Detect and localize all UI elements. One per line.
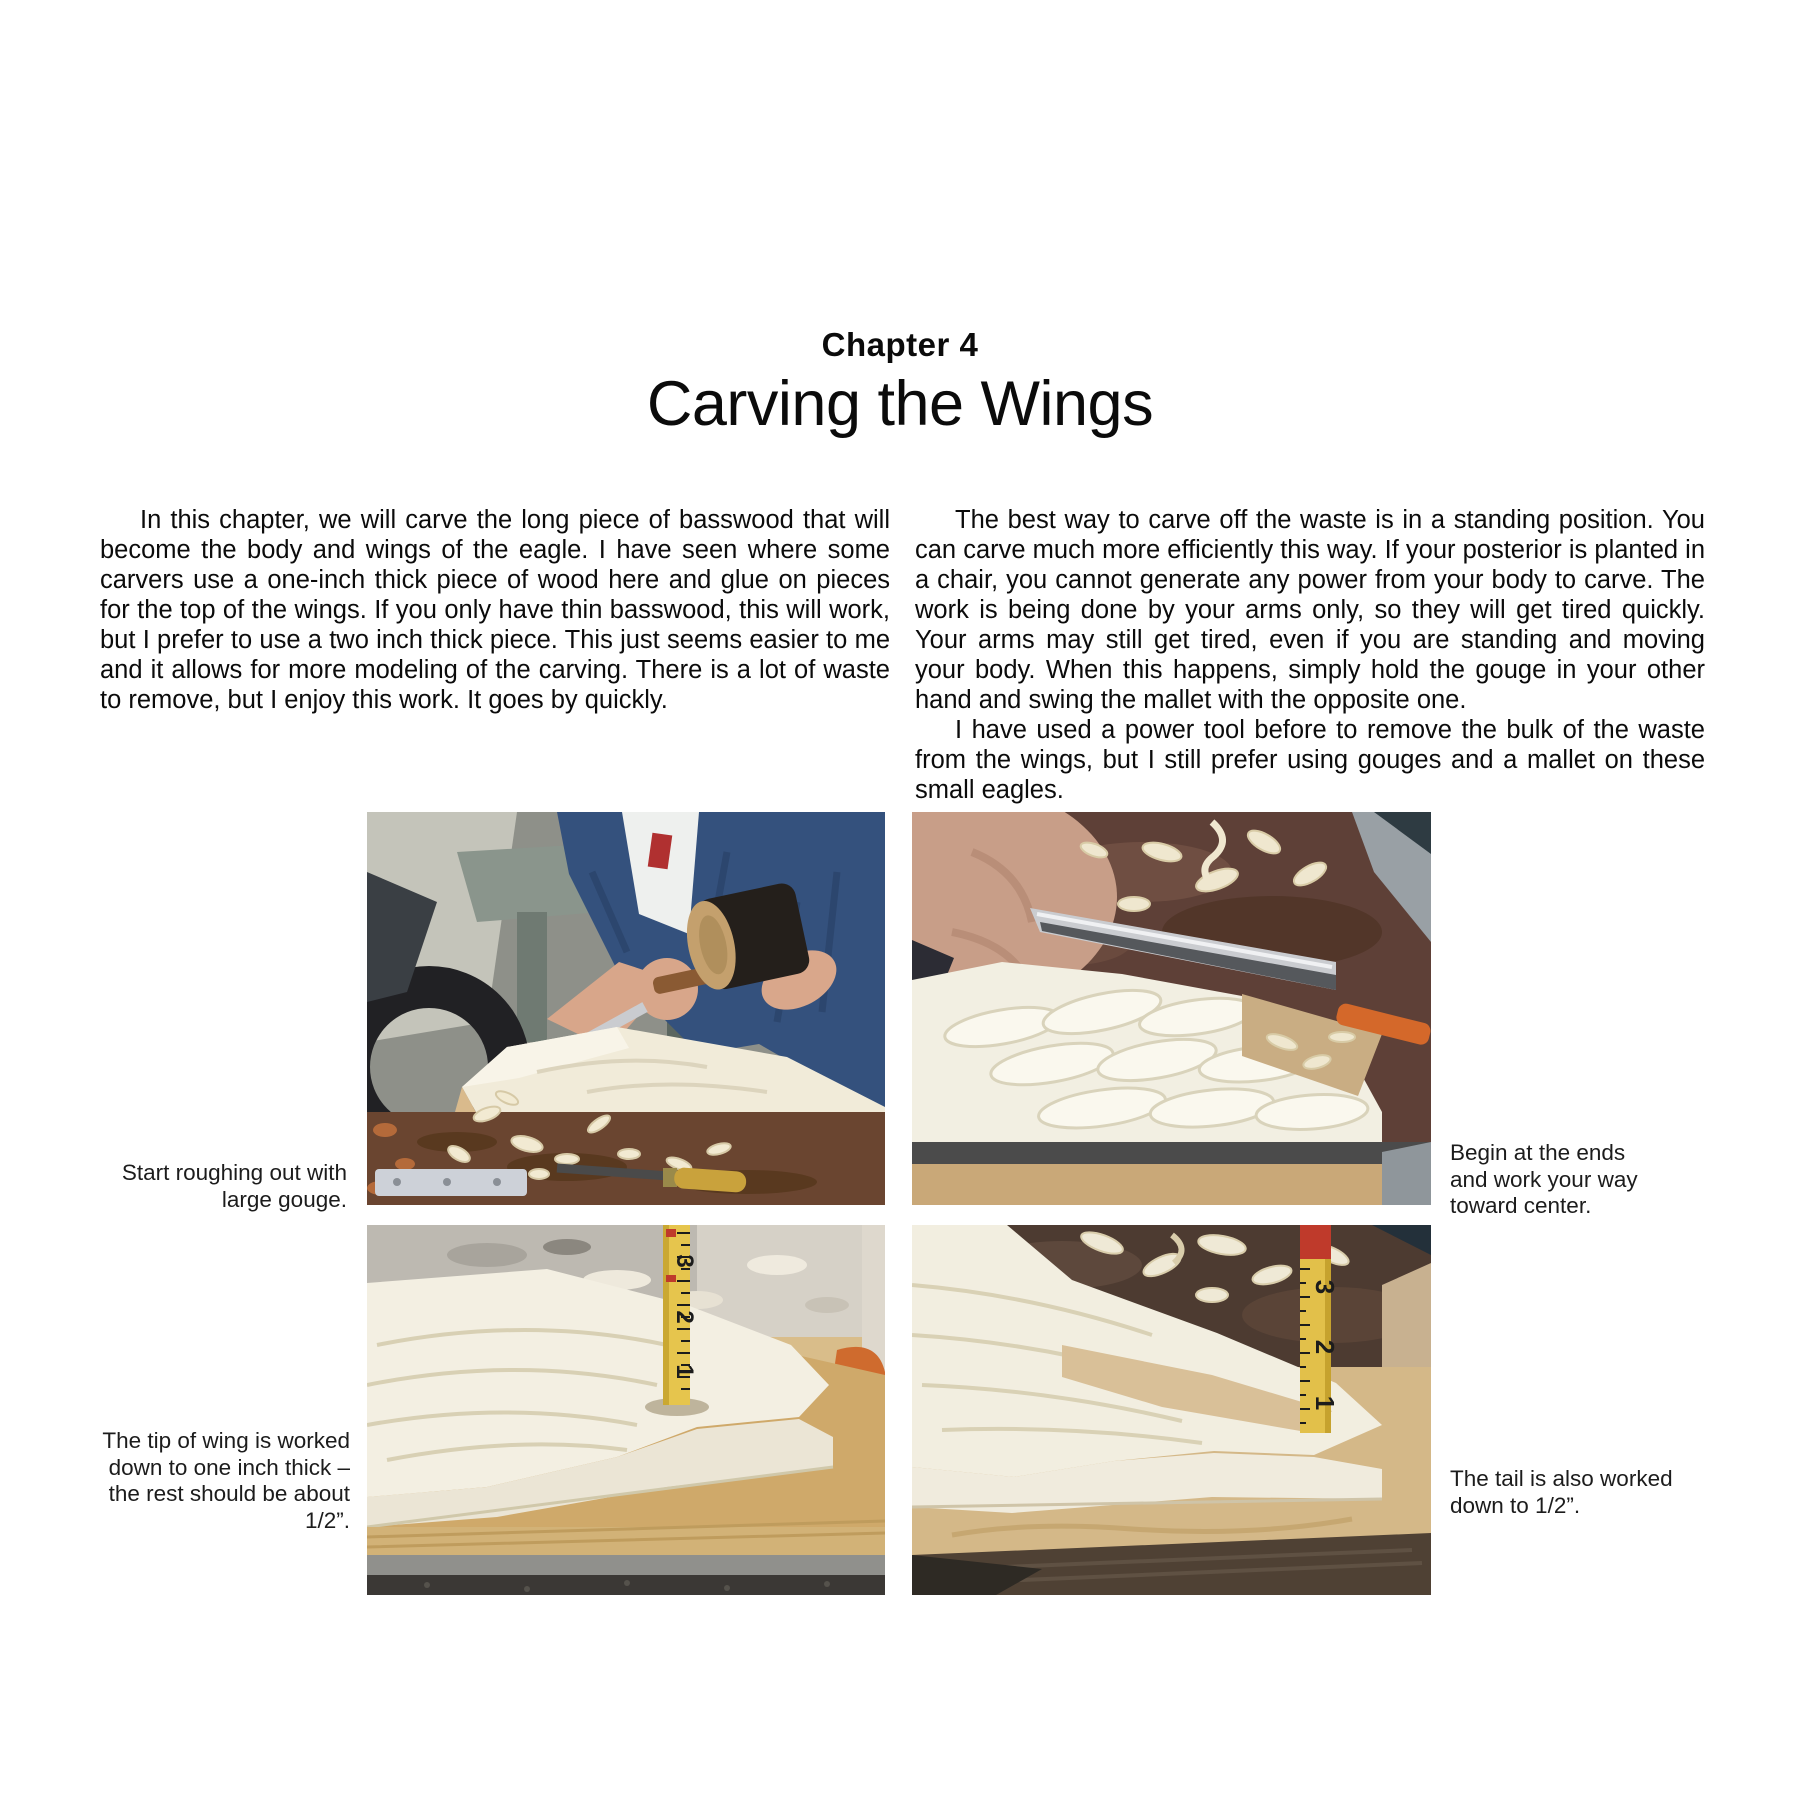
gray-ledge	[367, 1555, 885, 1575]
ruler-number-1: 1	[671, 1364, 698, 1378]
photo4-illustration	[912, 1225, 1431, 1595]
caption-photo3: The tip of wing is worked down to one inch thick – the rest should be about 1/2”.	[102, 1428, 350, 1533]
body-paragraph: In this chapter, we will carve the long piece of basswood that will become the body and wings of the eagle. I have seen where some carvers use a one-inch thick piece of wood here and glue on pieces for the top of the wings. If you only have thin basswood, this will work, but I prefer to use a two inch thick piece. This just seems easier to me and it allows for more modeling of the carving. There is a lot of waste to remove, but I enjoy this work. It goes by quickly.	[100, 506, 890, 714]
page-title: Carving the Wings	[646, 369, 1154, 439]
ruler-number-3: 3	[1310, 1279, 1340, 1295]
base-board	[912, 1164, 1431, 1205]
right-text-column	[915, 505, 1705, 805]
floor-corner-bottom	[1382, 1142, 1431, 1205]
caption-photo4: The tail is also worked down to 1/2”.	[1450, 1466, 1673, 1518]
photo-wing-tip-ruler	[367, 1225, 885, 1595]
photo-begin-at-ends	[912, 812, 1431, 1205]
caption-photo2: Begin at the ends and work your way toward center.	[1450, 1140, 1638, 1218]
ruler-number-2: 2	[1310, 1339, 1340, 1355]
caption-photo1: Start roughing out with large gouge.	[121, 1160, 347, 1212]
ruler-number-1: 1	[1310, 1395, 1340, 1411]
photo2-illustration	[912, 812, 1431, 1205]
photo-tail-ruler	[912, 1225, 1431, 1595]
left-text-column	[100, 505, 890, 715]
photo3-illustration	[367, 1225, 885, 1595]
ruler-number-2: 2	[671, 1310, 698, 1324]
ruler-number-3: 3	[671, 1254, 698, 1268]
photo1-illustration	[367, 812, 885, 1205]
wing-side-dark-band	[912, 1142, 1431, 1164]
body-paragraph: I have used a power tool before to remove the bulk of the waste from the wings, but I still prefer using gouges and a mallet on these small eagles.	[915, 716, 1705, 804]
photo-roughing-with-gouge	[367, 812, 885, 1205]
body-paragraph: The best way to carve off the waste is in a standing position. You can carve much more efficiently this way. If your posterior is planted in a chair, you cannot generate any power from your body to carve. The work is being done by your arms only, so they will get tired quickly. Your arms may still get tired, even if you are standing and moving your body. When this happens, simply hold the gouge in your other hand and swing the mallet with the opposite one.	[915, 506, 1705, 714]
chapter-label: Chapter 4	[821, 326, 979, 363]
